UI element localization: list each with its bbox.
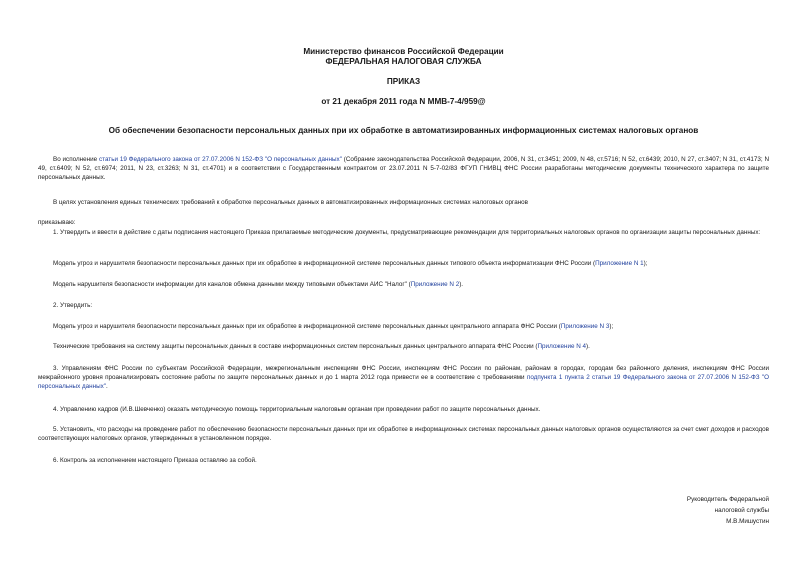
signature-name: М.В.Мишустин <box>726 518 769 525</box>
annex-4-text: Технические требования на систему защиты персональных данных в составе информационных систем персональных данных центрального аппарата ФНС России ( <box>53 343 538 350</box>
preamble-text-start: Во исполнение <box>53 156 99 163</box>
paragraph-item-1-annex-1 <box>38 259 769 268</box>
item-3-text-end: . <box>106 383 108 390</box>
document-date-number: от 21 декабря 2011 года N ММВ-7-4/959@ <box>321 97 486 106</box>
link-annex-3[interactable]: Приложение N 3 <box>560 323 610 330</box>
link-law-152-article-19[interactable]: статьи 19 Федерального закона от 27.07.2006 N 152-ФЗ "О персональных данных" <box>98 156 342 163</box>
annex-2-text-end: ). <box>459 281 464 288</box>
paragraph-item-2-annex-3 <box>38 322 769 331</box>
link-law-152-article-19-subparagraph[interactable]: подпункта 1 пункта 2 статьи 19 Федерального закона от 27.07.2006 N 152-ФЗ "О персональных данных" <box>38 374 769 390</box>
paragraph-item-1-annex-2 <box>38 280 769 289</box>
document-title: Об обеспечении безопасности персональных данных при их обработке в автоматизированных информационных системах налоговых органов <box>108 126 699 135</box>
link-annex-2[interactable]: Приложение N 2 <box>410 281 460 288</box>
preamble-text-end: (Собрание законодательства Российской Федерации, 2006, N 31, ст.3451; 2009, N 48, ст.5716; N 52, ст.6439; 2010, N 27, ст.3407; N 31, ст.4173; N 49, ст.6409; N 52, ст.6974; 2011, N 23, ст.3263; N 31, ст.4701) и в соответствии с Государственным контрактом от 23.07.2011 N 5-7-02/83 ФГУП ГНИВЦ ФНС России разработаны методические документы технического характера по защите персональных данных. <box>38 156 770 181</box>
ministry-name: Министерство финансов Российской Федерации <box>303 47 504 56</box>
signature-block <box>687 494 769 527</box>
service-name: ФЕДЕРАЛЬНАЯ НАЛОГОВАЯ СЛУЖБА <box>325 57 482 66</box>
paragraph-preamble <box>38 155 769 182</box>
link-annex-4[interactable]: Приложение N 4 <box>537 343 587 350</box>
paragraph-item-6: 6. Контроль за исполнением настоящего Приказа оставляю за собой. <box>53 457 257 464</box>
item-3-text: 3. Управлениям ФНС России по субъектам Российской Федерации, межрегиональным инспекциям ФНС России, инспекциям ФНС России по районам, районам в городах, городам без районного деления, инспекциям ФНС России межрайонного уровня проанализировать состояние работы по защите персональных данных и до 1 марта 2012 года привести ее в соответствие с требованиями <box>38 365 769 381</box>
document-type: ПРИКАЗ <box>386 77 421 86</box>
annex-1-text-end: ); <box>643 260 648 267</box>
annex-3-text: Модель угроз и нарушителя безопасности персональных данных при их обработке в информационной системе персональных данных центрального аппарата ФНС России ( <box>53 323 561 330</box>
paragraph-item-2-annex-4 <box>38 342 769 351</box>
signature-position: Руководитель Федеральной <box>686 496 769 503</box>
signature-organization: налоговой службы <box>714 507 769 514</box>
paragraph-item-4: 4. Управлению кадров (И.В.Шевченко) оказать методическую помощь территориальным налоговым органам при проведении работ по защите персональных данных. <box>53 406 541 413</box>
paragraph-item-2: 2. Утвердить: <box>53 302 93 309</box>
paragraph-item-3 <box>38 364 769 391</box>
paragraph-purpose: В целях установления единых технических требований к обработке персональных данных в автоматизированных информационных системах налоговых органов <box>53 199 529 206</box>
paragraph-order: приказываю: <box>38 219 76 226</box>
annex-1-text: Модель угроз и нарушителя безопасности персональных данных при их обработке в информационной системе персональных данных типового объекта информатизации ФНС России ( <box>53 260 596 267</box>
paragraph-item-1: 1. Утвердить и ввести в действие с даты подписания настоящего Приказа прилагаемые методические документы, предусматривающие рекомендации для территориальных налоговых органов по организации защиты персональных данных: <box>53 229 761 236</box>
paragraph-item-5: 5. Установить, что расходы на проведение работ по обеспечению безопасности персональных данных при их обработке в информационных системах персональных данных налоговых органов осуществляются за счет смет доходов и расходов соответствующих налоговых органов, утвержденных в установленном порядке. <box>38 426 769 442</box>
annex-3-text-end: ); <box>609 323 614 330</box>
annex-4-text-end: ). <box>586 343 590 350</box>
link-annex-1[interactable]: Приложение N 1 <box>595 260 644 267</box>
annex-2-text: Модель нарушителя безопасности информации для каналов обмена данными между типовыми объектами АИС "Налог" ( <box>53 281 411 288</box>
